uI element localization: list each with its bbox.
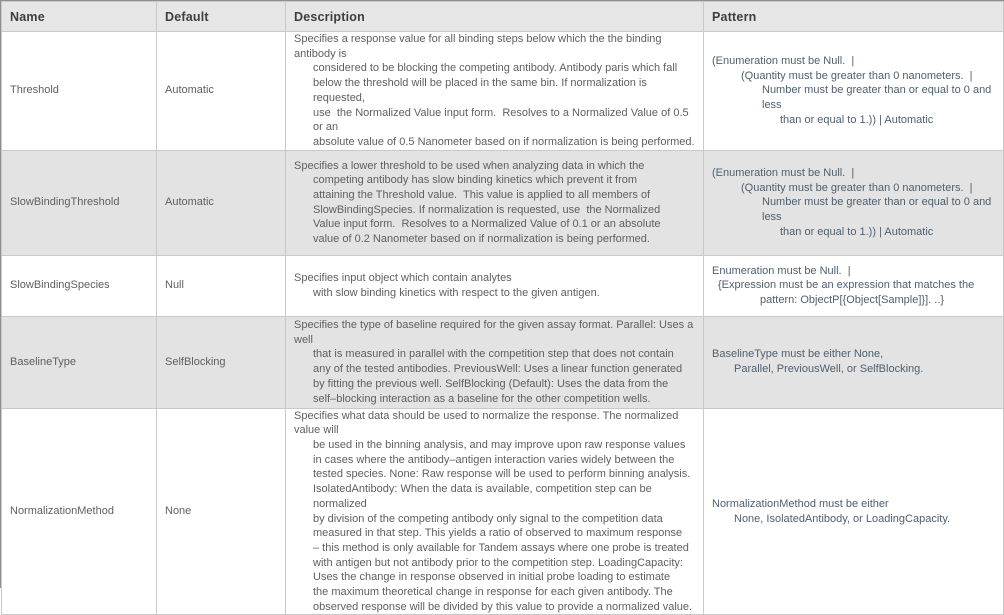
- option-pattern: Enumeration must be Null. | {Expression must be an expression that matches the pattern: ObjectP[{Object[Sample]}]. ..}: [704, 255, 1004, 316]
- option-default: Automatic: [157, 150, 286, 255]
- option-default: Null: [157, 255, 286, 316]
- table-row-threshold: [2, 32, 1004, 151]
- option-pattern: (Enumeration must be Null. | (Quantity must be greater than 0 nanometers. | Number must be greater than or equal to 0 and less than or equal to 1.)) | Automatic: [704, 32, 1004, 151]
- option-default: Automatic: [157, 32, 286, 151]
- table-row-baseline-type: [2, 316, 1004, 408]
- option-description: Specifies a response value for all binding steps below which the the binding antibody is considered to be blocking the competing antibody. Antibody paris which fall below the threshold will be placed in the same bin. If normalization is requested, use the Normalized Value input form. Resolves to a Normalized Value of 0.5 or an absolute value of 0.5 Nanometer based on if normalization is being performed.: [286, 32, 704, 151]
- options-table: [1, 1, 1004, 615]
- option-name: SlowBindingThreshold: [2, 150, 157, 255]
- column-header-default: Default: [157, 2, 286, 32]
- option-name: BaselineType: [2, 316, 157, 408]
- column-header-description: Description: [286, 2, 704, 32]
- table-row-normalization-method: [2, 408, 1004, 615]
- option-description: Specifies the type of baseline required for the given assay format. Parallel: Uses a well that is measured in parallel with the competition step that does not contain any of the tested antibodies. PreviousWell: Uses a linear function generated by fitting the previous well. SelfBlocking (Default): Uses the data from the self–blocking interaction as a baseline for the other competition wells.: [286, 316, 704, 408]
- header-row: [2, 2, 1004, 32]
- option-description: Specifies input object which contain analytes with slow binding kinetics with respect to the given antigen.: [286, 255, 704, 316]
- option-name: NormalizationMethod: [2, 408, 157, 615]
- table-row-slow-binding-threshold: [2, 150, 1004, 255]
- option-default: SelfBlocking: [157, 316, 286, 408]
- option-pattern: BaselineType must be either None, Parallel, PreviousWell, or SelfBlocking.: [704, 316, 1004, 408]
- option-pattern: (Enumeration must be Null. | (Quantity must be greater than 0 nanometers. | Number must be greater than or equal to 0 and less than or equal to 1.)) | Automatic: [704, 150, 1004, 255]
- option-description: Specifies a lower threshold to be used when analyzing data in which the competing antibody has slow binding kinetics which prevent it from attaining the Threshold value. This value is applied to all members of SlowBindingSpecies. If normalization is requested, use the Normalized Value input form. Resolves to a Normalized Value of 0.1 or an absolute value of 0.2 Nanometer based on if normalization is being performed.: [286, 150, 704, 255]
- column-header-pattern: Pattern: [704, 2, 1004, 32]
- table-row-slow-binding-species: [2, 255, 1004, 316]
- option-name: Threshold: [2, 32, 157, 151]
- option-description: Specifies what data should be used to normalize the response. The normalized value will be used in the binning analysis, and may improve upon raw response values in cases where the antibody–antigen interaction varies widely between the tested species. None: Raw response will be used to perform binning analysis. IsolatedAntibody: When the data is available, competition step can be normalized by division of the competing antibody only signal to the competition data measured in that step. This yields a ratio of observed to maximum response – this method is only available for Tandem assays where one probe is treated with antigen but not antibody prior to the competition step. LoadingCapacity: Uses the change in response observed in initial probe loading to estimate the maximum theoretical change in response for each given antibody. The observed response will be divided by this value to provide a normalized value.: [286, 408, 704, 615]
- option-name: SlowBindingSpecies: [2, 255, 157, 316]
- option-default: None: [157, 408, 286, 615]
- option-pattern: NormalizationMethod must be either None, IsolatedAntibody, or LoadingCapacity.: [704, 408, 1004, 615]
- column-header-name: Name: [2, 2, 157, 32]
